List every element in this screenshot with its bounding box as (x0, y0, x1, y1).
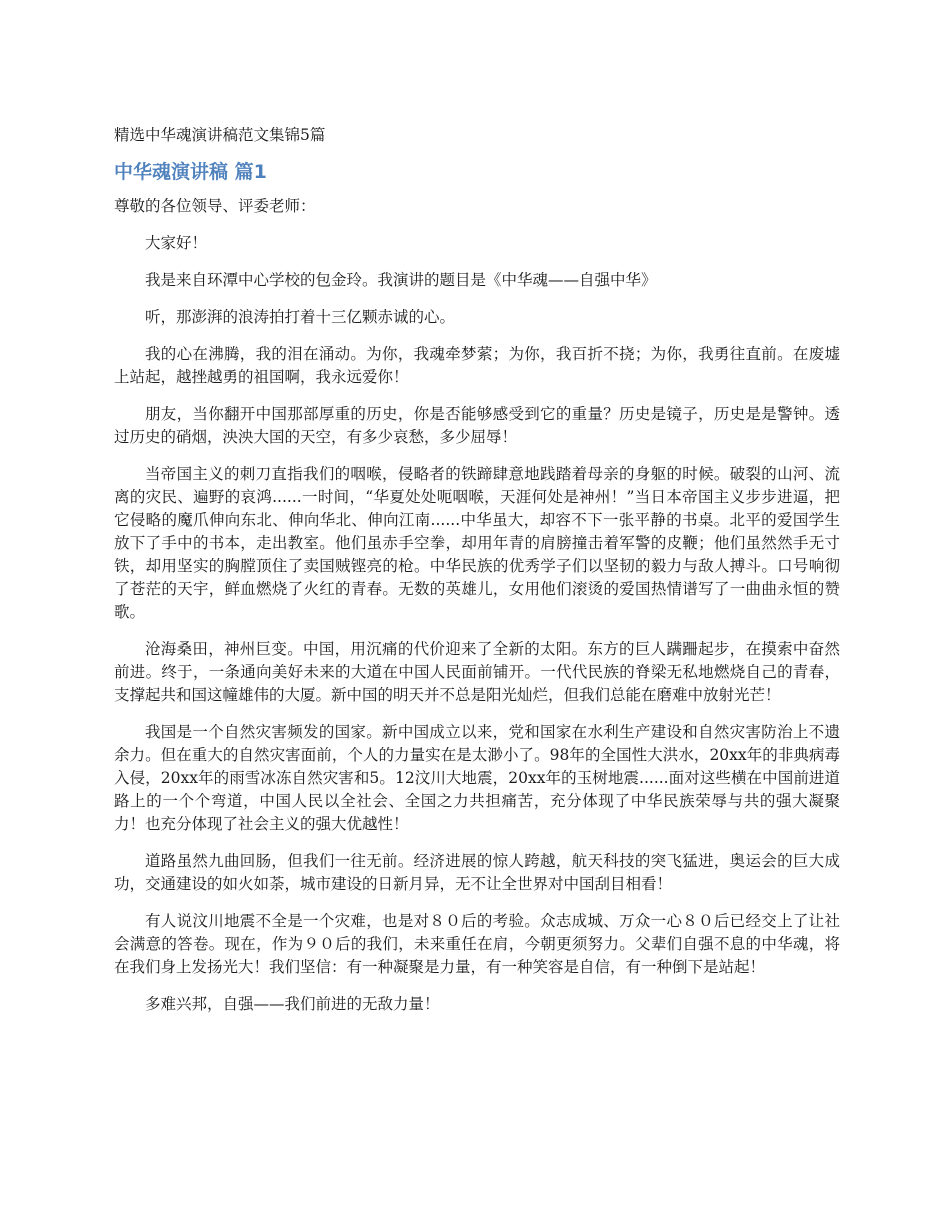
paragraph: 我的心在沸腾，我的泪在涌动。为你，我魂牵梦萦；为你，我百折不挠；为你，我勇往直前。在废墟上站起，越挫越勇的祖国啊，我永远爱你！ (114, 345, 840, 386)
paragraph: 沧海桑田，神州巨变。中国，用沉痛的代价迎来了全新的太阳。东方的巨人蹒跚起步，在摸索中奋然前进。终于，一条通向美好未来的大道在中国人民面前铺开。一代代民族的脊梁无私地燃烧自己的青春，支撑起共和国这幢雄伟的大厦。新中国的明天并不总是阳光灿烂，但我们总能在磨难中放射光芒！ (114, 640, 840, 704)
paragraph: 听，那澎湃的浪涛拍打着十三亿颗赤诚的心。 (145, 308, 456, 326)
paragraph: 朋友，当你翻开中国那部厚重的历史，你是否能够感受到它的重量？历史是镜子，历史是是警钟。透过历史的硝烟，泱泱大国的天空，有多少哀愁，多少屈辱！ (114, 405, 840, 446)
document-page (114, 124, 840, 1016)
paragraph: 我国是一个自然灾害频发的国家。新中国成立以来，党和国家在水利生产建设和自然灾害防治上不遗余力。但在重大的自然灾害面前，个人的力量实在是太渺小了。98年的全国性大洪水，20xx年的非典病毒入侵，20xx年的雨雪冰冻自然灾害和5。12汶川大地震，20xx年的玉树地震......面对这些横在中国前进道路上的一个个弯道，中国人民以全社会、全国之力共担痛苦，充分体现了中华民族荣辱与共的强大凝聚力！也充分体现了社会主义的强大优越性！ (114, 723, 840, 833)
paragraph: 多难兴邦，自强——我们前进的无敌力量！ (145, 995, 440, 1013)
salutation: 尊敬的各位领导、评委老师： (114, 197, 316, 215)
paragraph: 有人说汶川地震不全是一个灾难，也是对８０后的考验。众志成城、万众一心８０后已经交上了让社会满意的答卷。现在，作为９０后的我们，未来重任在肩，今朝更须努力。父辈们自强不息的中华魂，将在我们身上发扬光大！我们坚信：有一种凝聚是力量，有一种笑容是自信，有一种倒下是站起！ (114, 912, 840, 976)
paragraph: 我是来自环潭中心学校的包金玲。我演讲的题目是《中华魂——自强中华》 (145, 271, 657, 289)
document-title: 精选中华魂演讲稿范文集锦5篇 (114, 126, 326, 144)
paragraph: 道路虽然九曲回肠，但我们一往无前。经济进展的惊人跨越，航天科技的突飞猛进，奥运会的巨大成功，交通建设的如火如荼，城市建设的日新月异，无不让全世界对中国刮目相看！ (114, 852, 840, 893)
paragraph: 当帝国主义的刺刀直指我们的咽喉，侵略者的铁蹄肆意地践踏着母亲的身躯的时候。破裂的山河、流离的灾民、遍野的哀鸿......一时间，“华夏处处呃咽喉，天涯何处是神州！”当日本帝国主义步步进逼，把它侵略的魔爪伸向东北、伸向华北、伸向江南......中华虽大，却容不下一张平静的书桌。北平的爱国学生放下了手中的书本，走出教室。他们虽赤手空拳，却用年青的肩膀撞击着军警的皮鞭；他们虽然然手无寸铁，却用坚实的胸膛顶住了卖国贼铿亮的枪。中华民族的优秀学子们以坚韧的毅力与敌人搏斗。口号响彻了苍茫的天宇，鲜血燃烧了火红的青春。无数的英雄儿，女用他们滚烫的爱国热情谱写了一曲曲永恒的赞歌。 (114, 465, 840, 621)
paragraph: 大家好！ (145, 234, 208, 252)
section-heading: 中华魂演讲稿 篇1 (114, 161, 267, 183)
